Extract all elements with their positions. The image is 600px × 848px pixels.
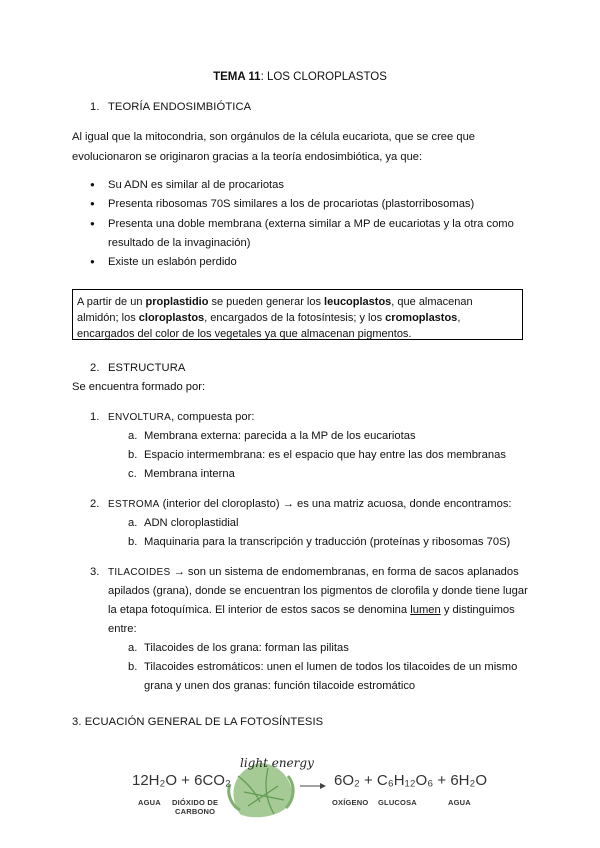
page-title: TEMA 11: LOS CLOROPLASTOS — [213, 71, 387, 83]
label-glucosa: GLUCOSA — [378, 798, 417, 807]
tilacoides-line: la etapa fotoquímica. El interior de estos sacos se denomina lumen y distinguimos — [108, 604, 515, 616]
light-energy-label: light energy — [240, 756, 314, 770]
estroma-item: 2. ESTROMA (interior del cloroplasto) → es una matriz acuosa, donde encontramos: — [90, 498, 512, 510]
label-agua: AGUA — [138, 798, 161, 807]
tilacoides-line: apilados (grana), donde se encuentran los pigmentos de clorofila y donde tiene lugar — [108, 585, 528, 597]
section-2-intro: Se encuentra formado por: — [72, 381, 206, 393]
tilacoides-line: entre: — [108, 623, 137, 635]
bullet-continuation: resultado de la invaginación) — [108, 237, 251, 249]
photosynthesis-equation — [128, 756, 488, 822]
section-2-heading: 2. ESTRUCTURA — [90, 362, 186, 374]
label-dioxido: DIÓXIDO DE CARBONO — [172, 798, 219, 816]
reactants: 12H₂O + 6CO₂ — [132, 772, 231, 789]
section-1-heading: 1. TEORÍA ENDOSIMBIÓTICA — [90, 101, 252, 113]
tilacoides-item: 3. TILACOIDES → son un sistema de endomembranas, en forma de sacos aplanados — [90, 566, 519, 578]
envoltura-item: 1. ENVOLTURA, compuesta por: — [90, 411, 255, 423]
intro-paragraph: Al igual que la mitocondria, son orgánulos de la célula eucariota, que se cree que evolucionaron se originaron gracias a la teoría endosimbiótica, ya que: — [72, 131, 476, 163]
products: 6O₂ + C₆H₁₂O₆ + 6H₂O — [334, 772, 488, 789]
label-agua-2: AGUA — [448, 798, 471, 807]
label-oxigeno: OXÍGENO — [332, 798, 369, 807]
proplastidio-box: A partir de un proplastidio se pueden generar los leucoplastos, que almacenan almidón; los cloroplastos, encargados de la fotosíntesis; y los cromoplastos, encargados del color de los vegetales ya que almacenan pigmentos. — [72, 289, 523, 340]
section-3-heading: 3. ECUACIÓN GENERAL DE LA FOTOSÍNTESIS — [72, 716, 324, 728]
